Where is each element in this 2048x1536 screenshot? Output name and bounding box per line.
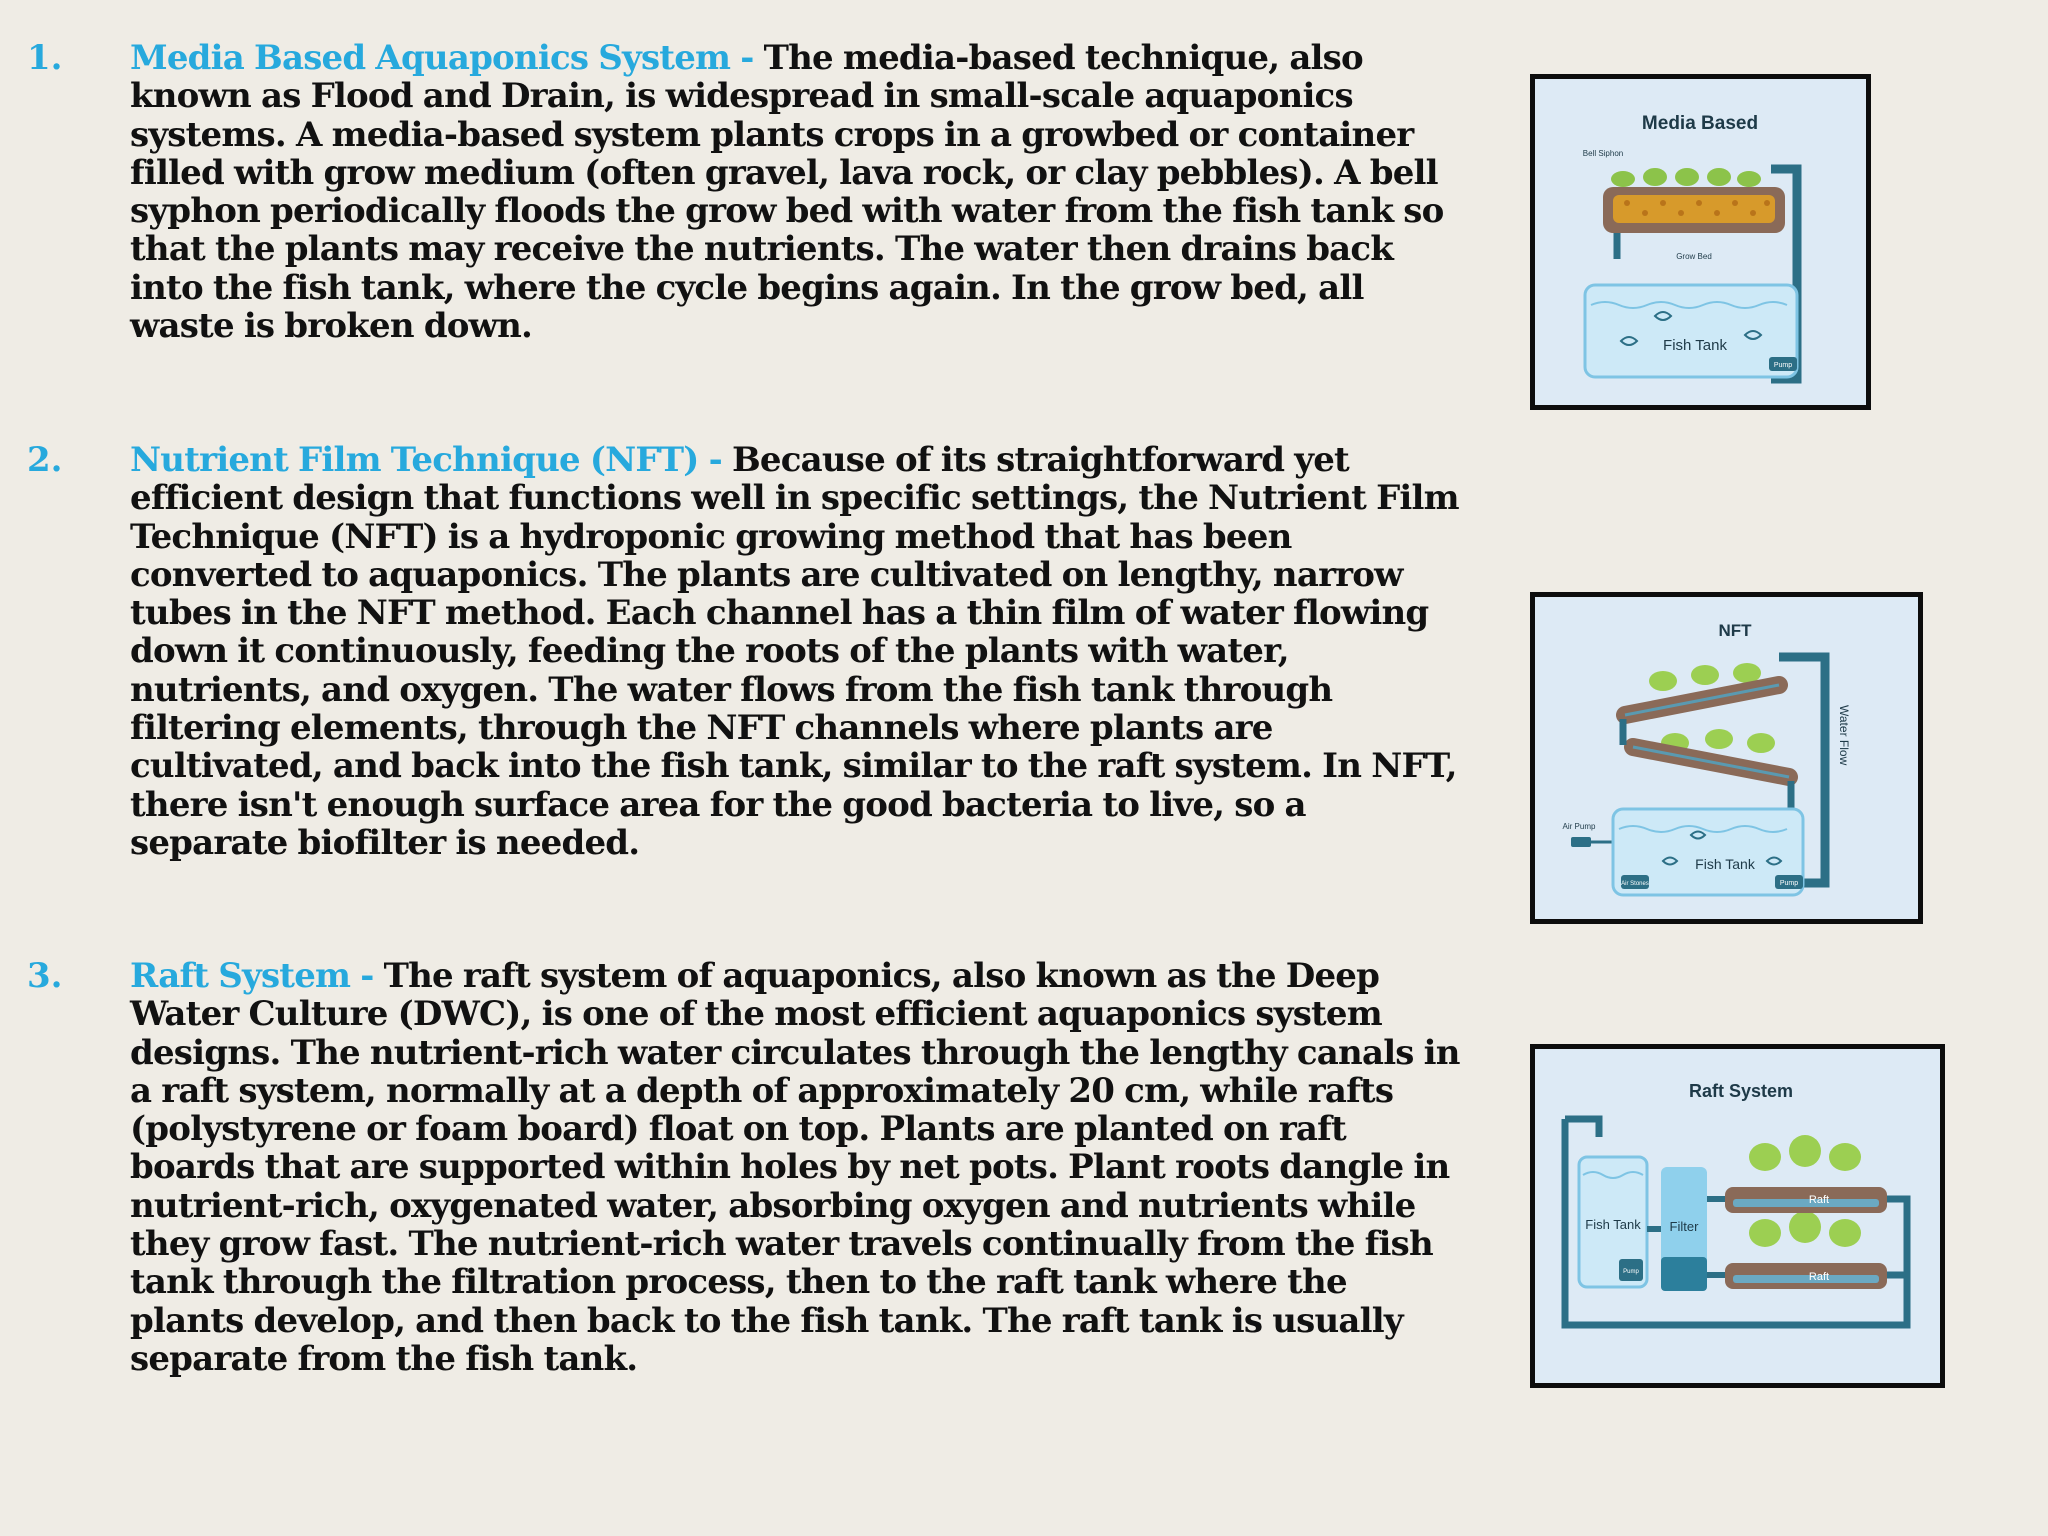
fish-tank-label: Fish Tank [1663,337,1727,354]
fish-tank-label: Fish Tank [1695,856,1755,872]
air-pump-label: Air Pump [1562,822,1596,831]
raft-system-diagram [1530,1044,1945,1388]
pump-label: Pump [1623,1269,1639,1275]
item-body: Because of its straightforward yet efficient design that functions well in specific settings, the Nutrient Film Technique (NFT) is a hydroponic growing method that has been converted to aquaponics. The plants are cultivated on lengthy, narrow tubes in the NFT method. Each channel has a thin film of water flowing down it continuously, feeding the roots of the plants with water, nutrients, and oxygen. The water flows from the fish tank through filtering elements, through the NFT channels where plants are cultivated, and back into the fish tank, similar to the raft system. In NFT, there isn't enough surface area for the good bacteria to live, so a separate biofilter is needed. [130,440,1459,863]
raft-bottom-label: Raft [1808,1271,1830,1283]
item-title: Nutrient Film Technique (NFT) - [130,440,722,480]
raft-system-diagram-svg [1535,1049,1940,1383]
air-pump-icon [1571,837,1591,847]
nft-diagram [1530,592,1923,924]
item-title: Raft System - [130,956,374,996]
item-body: The raft system of aquaponics, also known as the Deep Water Culture (DWC), is one of the most efficient aquaponics system designs. The nutrient-rich water circulates through the lengthy canals in a raft system, normally at a depth of approximately 20 cm, while rafts (polystyrene or foam board) float on top. Plants are planted on raft boards that are supported within holes by net pots. Plant roots dangle in nutrient-rich, oxygenated water, absorbing oxygen and nutrients while they grow fast. The nutrient-rich water travels continually from the fish tank through the filtration process, then to the raft tank where the plants develop, and then back to the fish tank. The raft tank is usually separate from the fish tank. [130,956,1460,1379]
pump-label: Pump [1773,362,1793,369]
nft-diagram-svg [1535,597,1918,919]
plants-icon [1611,168,1761,187]
fish-tank-label: Fish Tank [1585,1217,1641,1232]
item-title: Media Based Aquaponics System - [130,38,754,78]
diagram-title: NFT [1718,621,1752,640]
item-text [130,441,1460,862]
raft-top-label: Raft [1808,1194,1830,1206]
grow-bed-label: Grow Bed [1676,252,1712,261]
media-based-diagram-svg [1535,79,1866,405]
fish-tank-icon [1585,285,1797,377]
item-body: The media-based technique, also known as Flood and Drain, is widespread in small-scale aquaponics systems. A media-based system plants crops in a growbed or container filled with grow medium (often gravel, lava rock, or clay pebbles). A bell syphon periodically floods the grow bed with water from the fish tank so that the plants may receive the nutrients. The water then drains back into the fish tank, where the cycle begins again. In the grow bed, all waste is broken down. [130,38,1444,347]
bell-siphon-label: Bell Siphon [1582,149,1624,158]
media-based-diagram [1530,74,1871,410]
diagram-title: Raft System [1688,1081,1794,1101]
filter-label: Filter [1669,1219,1699,1234]
pump-label: Pump [1779,880,1799,887]
item-number: 1. [27,38,63,78]
item-text [130,957,1460,1378]
diagram-title: Media Based [1641,113,1759,134]
item-number: 2. [27,440,63,480]
item-text [130,39,1460,345]
item-number: 3. [27,956,63,996]
water-flow-label: Water Flow [1837,705,1851,766]
air-stones-label: Air Stones [1621,881,1649,887]
